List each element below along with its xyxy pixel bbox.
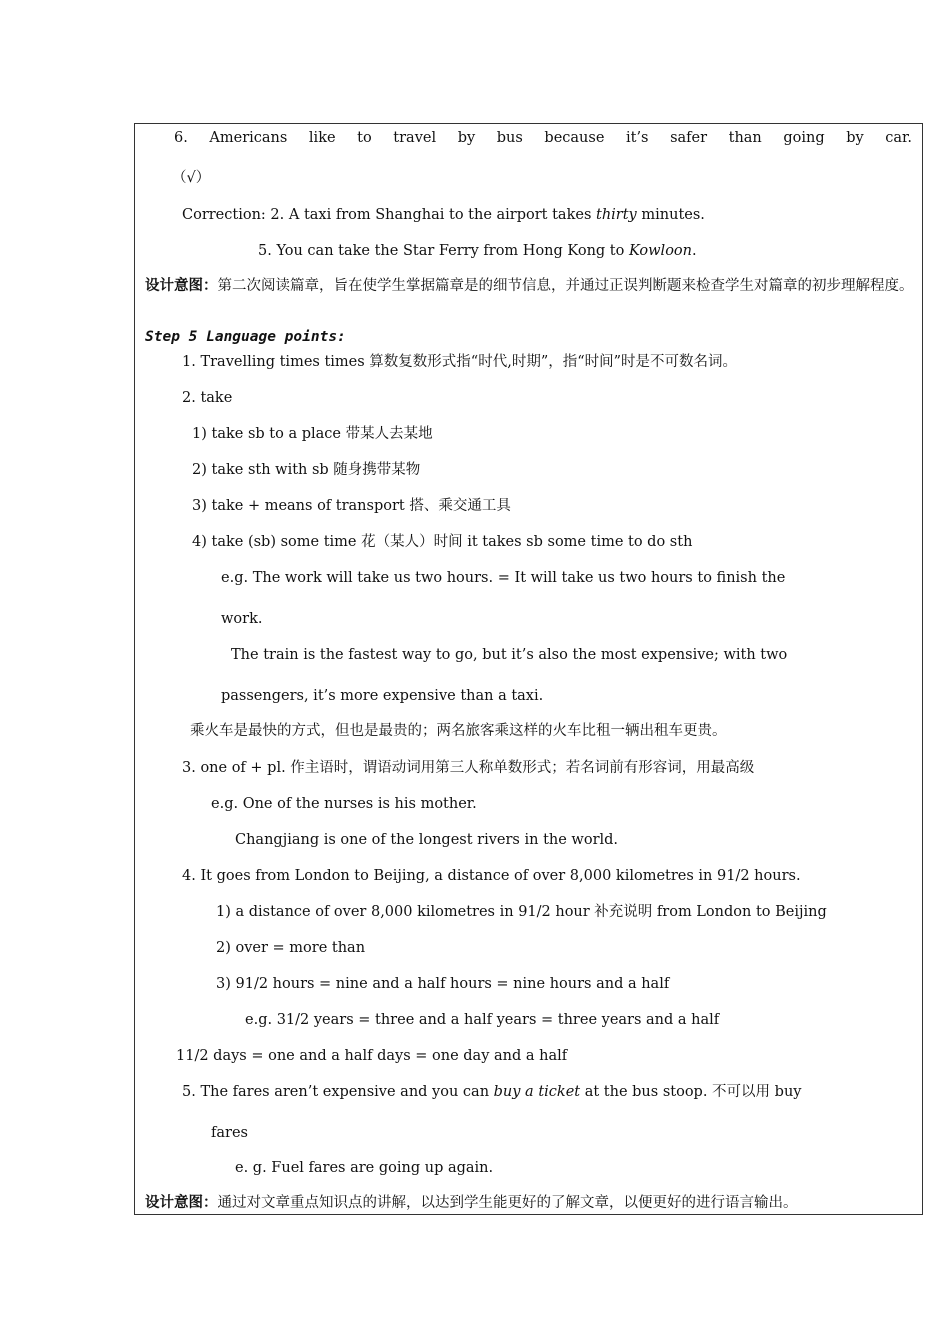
point-1: 1. Travelling times times 算数复数形式指“时代,时期”，指“时间”时是不可数名词。 (182, 354, 738, 370)
example-line: e.g. 31/2 years = three and a half years = three years and a half (245, 1012, 720, 1028)
point-4: 4. It goes from London to Beijing, a distance of over 8,000 kilometres in 91/2 hours. (182, 868, 801, 884)
point-5-emphasis: buy a ticket (493, 1084, 581, 1100)
point-5-cont: fares (211, 1125, 248, 1141)
correction-line-2 (182, 205, 705, 225)
example-line: e. g. Fuel fares are going up again. (235, 1160, 494, 1176)
correction-text-end: . (692, 243, 697, 259)
correction-line-5 (258, 241, 697, 261)
word: car. (885, 130, 912, 146)
example-line: e.g. The work will take us two hours. = It will take us two hours to finish the (221, 570, 786, 586)
correction-text-end: minutes. (636, 207, 705, 223)
example-line: Changjiang is one of the longest rivers in the world. (235, 832, 619, 848)
example-line: e.g. One of the nurses is his mother. (211, 796, 477, 812)
answer-line-6 (174, 128, 912, 148)
translation-line: 乘火车是最快的方式，但也是最贵的；两名旅客乘这样的火车比租一辆出租车更贵。 (190, 723, 727, 739)
correction-text: 5. You can take the Star Ferry from Hong Kong to (258, 243, 629, 259)
correction-emphasis: thirty (596, 207, 637, 223)
point-4-2: 2) over = more than (216, 940, 366, 956)
point-5-text: 5. The fares aren’t expensive and you can (182, 1084, 494, 1100)
point-2-4: 4) take (sb) some time 花（某人）时间 it takes sb some time to do sth (192, 534, 693, 550)
example-line: 11/2 days = one and a half days = one day and a half (176, 1048, 568, 1064)
answer-mark: （√） (172, 170, 211, 186)
word: like (308, 130, 336, 146)
word: because (544, 130, 605, 146)
point-3: 3. one of + pl. 作主语时，谓语动词用第三人称单数形式；若名词前有形容词，用最高级 (182, 760, 755, 776)
design-intent-text: 第二次阅读篇章，旨在使学生掌据篇章是的细节信息，并通过正误判断题来检查学生对篇章的初步理解程度。 (217, 278, 914, 294)
word: safer (670, 130, 708, 146)
word: it’s (625, 130, 649, 146)
word: than (728, 130, 762, 146)
design-intent-text: 通过对文章重点知识点的讲解，以达到学生能更好的了解文章，以便更好的进行语言输出。 (217, 1195, 798, 1211)
point-4-3: 3) 91/2 hours = nine and a half hours = nine hours and a half (216, 976, 670, 992)
example-line: The train is the fastest way to go, but it’s also the most expensive; with two (231, 647, 788, 663)
word: travel (393, 130, 437, 146)
word: by (846, 130, 864, 146)
correction-text: Correction: 2. A taxi from Shanghai to the airport takes (182, 207, 596, 223)
correction-emphasis: Kowloon (628, 243, 692, 259)
point-2-1: 1) take sb to a place 带某人去某地 (192, 426, 433, 442)
design-intent-label: 设计意图： (145, 1195, 218, 1211)
point-5 (182, 1082, 801, 1102)
point-5-text-end: at the bus stoop. 不可以用 buy (580, 1084, 802, 1100)
word: 6. (174, 130, 188, 146)
point-2-3: 3) take + means of transport 搭、乘交通工具 (192, 498, 511, 514)
step-heading: Step 5 Language points: (145, 329, 346, 345)
word: going (783, 130, 825, 146)
example-line-cont: work. (221, 611, 263, 627)
word: bus (496, 130, 523, 146)
word: by (457, 130, 476, 146)
design-intent-label: 设计意图： (145, 278, 218, 294)
word: to (357, 130, 372, 146)
point-2: 2. take (182, 390, 233, 406)
point-4-1: 1) a distance of over 8,000 kilometres in 91/2 hour 补充说明 from London to Beijing (216, 904, 827, 920)
design-intent-1 (145, 275, 917, 297)
point-2-2: 2) take sth with sb 随身携带某物 (192, 462, 421, 478)
design-intent-2 (145, 1192, 917, 1214)
example-line-cont: passengers, it’s more expensive than a taxi. (221, 688, 544, 704)
word: Americans (209, 130, 288, 146)
